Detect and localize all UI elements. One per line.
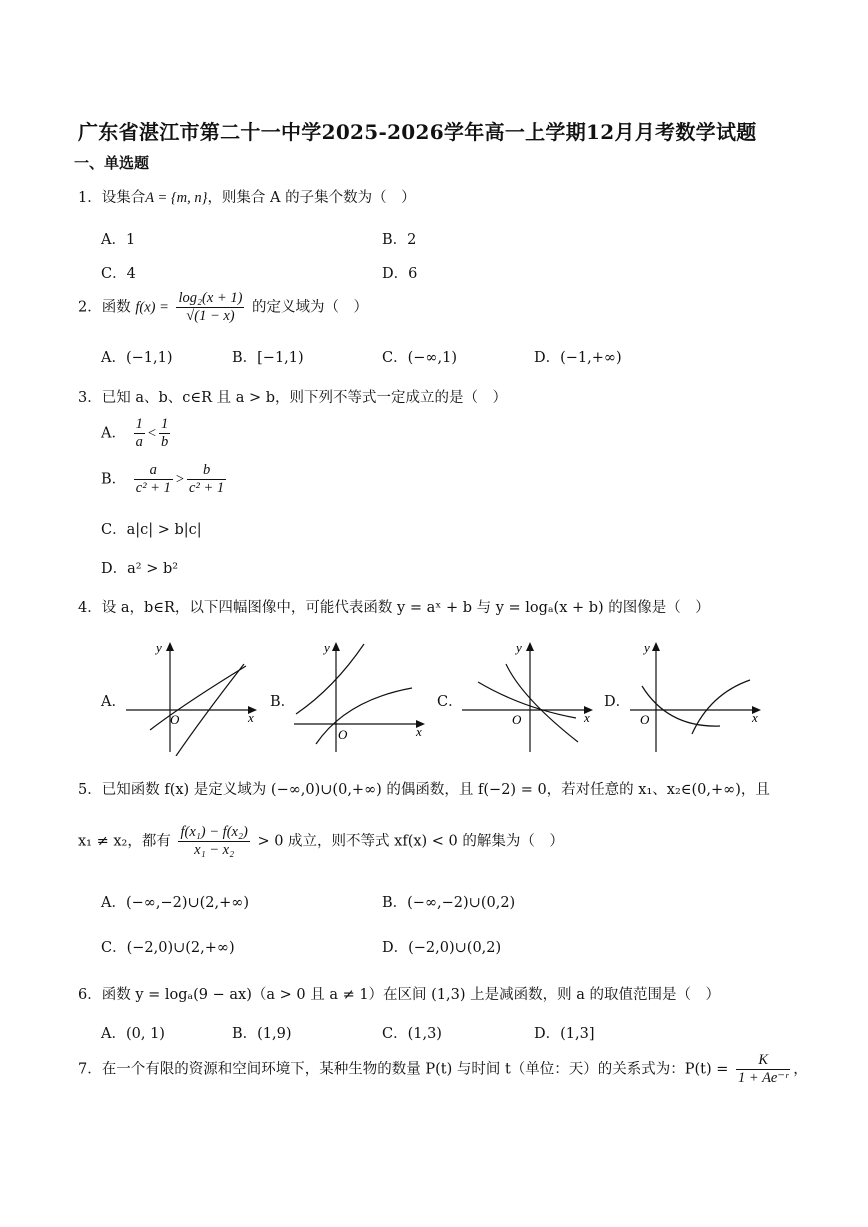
question-1-stem [78, 186, 416, 207]
q5-denominator: x₁ − x₂ [194, 842, 235, 858]
y-label: y [324, 640, 330, 655]
curve-exp [150, 666, 246, 730]
y-arrow-icon [652, 642, 660, 651]
section-heading: 一、单选题 [74, 154, 150, 172]
q2-option-d: D．(−1,+∞) [534, 350, 622, 366]
curve-exp [642, 686, 720, 726]
q1-prefix: 1．设集合 [78, 190, 146, 206]
question-5-line-2 [78, 824, 564, 859]
x-label: x [416, 724, 422, 739]
q6-option-b: B．(1,9) [232, 1026, 292, 1042]
curve-log [316, 688, 412, 744]
y-label: y [156, 640, 162, 655]
q3-b-den1: c² + 1 [135, 480, 171, 496]
q3-a-frac-left [134, 416, 145, 451]
question-2-stem [78, 290, 368, 325]
q1-set: A = {m, n} [145, 190, 208, 206]
q4-graph-c [460, 638, 596, 756]
question-4-stem: 4．设 a，b∈R，以下四幅图像中，可能代表函数 y = aˣ + b 与 y = logₐ(x + b) 的图像是（ ） [78, 600, 710, 616]
y-arrow-icon [166, 642, 174, 651]
question-5-line-1: 5．已知函数 f(x) 是定义域为 (−∞,0)∪(0,+∞) 的偶函数，且 f(−2) = 0，若对任意的 x₁、x₂∈(0,+∞)，且 [78, 782, 770, 798]
y-label: y [516, 640, 522, 655]
q5-option-a: A．(−∞,−2)∪(2,+∞) [101, 895, 250, 911]
q3-b-den2: c² + 1 [189, 480, 225, 496]
curve-exp [478, 682, 576, 718]
q3-option-d: D．a² > b² [101, 561, 179, 577]
origin-label: O [640, 712, 650, 727]
q3-b-label: B． [101, 471, 127, 488]
q1-suffix: ，则集合 A 的子集个数为（ ） [207, 190, 416, 206]
q3-a-num2: 1 [161, 416, 169, 432]
q2-option-b: B．[−1,1) [232, 350, 304, 366]
x-label: x [248, 710, 254, 725]
q2-option-a: A．(−1,1) [101, 350, 173, 366]
q4-option-c-label: C． [437, 694, 463, 710]
q7-tail: ， [793, 1061, 808, 1078]
q3-b-op: > [175, 471, 185, 488]
q2-fraction [176, 290, 244, 325]
q2-suffix: 的定义域为（ ） [252, 299, 369, 316]
q3-b-num1: a [134, 462, 173, 480]
question-3-stem: 3．已知 a、b、c∈R 且 a > b，则下列不等式一定成立的是（ ） [78, 390, 508, 406]
q3-a-frac-right [159, 416, 170, 451]
q6-option-d: D．(1,3] [534, 1026, 595, 1042]
q3-a-num1: 1 [135, 416, 143, 432]
q5-option-b: B．(−∞,−2)∪(0,2) [382, 895, 516, 911]
question-6-stem: 6．函数 y = logₐ(9 − ax)（a > 0 且 a ≠ 1）在区间 (1,3) 上是减函数，则 a 的取值范围是（ ） [78, 987, 721, 1003]
origin-label: O [338, 727, 348, 742]
y-arrow-icon [332, 642, 340, 651]
curve-log [506, 664, 578, 742]
q4-option-a-label: A． [101, 694, 126, 710]
q2-numerator: log₂(x + 1) [178, 290, 243, 306]
q5-numerator: f(x₁) − f(x₂) [180, 824, 248, 840]
q3-option-c: C．a|c| > b|c| [101, 522, 202, 538]
q4-option-b-label: B． [270, 694, 296, 710]
q4-graph-b [292, 638, 428, 756]
q5-option-d: D．(−2,0)∪(0,2) [382, 940, 502, 956]
q5-line2-suffix: > 0 成立，则不等式 xf(x) < 0 的解集为（ ） [257, 833, 564, 850]
q1-option-a: A．1 [101, 232, 136, 248]
q4-graph-d [628, 638, 764, 756]
q3-b-frac-right [187, 462, 226, 497]
q1-option-c: C．4 [101, 266, 136, 282]
q2-option-c: C．(−∞,1) [382, 350, 457, 366]
q1-option-d: D．6 [382, 266, 418, 282]
page-title: 广东省湛江市第二十一中学2025-2026学年高一上学期12月月考数学试题 [78, 120, 757, 144]
question-7-stem [78, 1052, 808, 1087]
q3-a-op: < [147, 425, 157, 442]
q2-denominator: √(1 − x) [186, 308, 235, 324]
q7-fraction [736, 1052, 790, 1087]
q3-a-den1: a [135, 434, 143, 450]
q6-option-c: C．(1,3) [382, 1026, 442, 1042]
q1-option-b: B．2 [382, 232, 417, 248]
q6-option-a: A．(0, 1) [101, 1026, 165, 1042]
q5-option-c: C．(−2,0)∪(2,+∞) [101, 940, 235, 956]
y-arrow-icon [526, 642, 534, 651]
q2-lhs: f(x) = [135, 299, 169, 316]
curve-exp [296, 644, 364, 714]
q7-denominator: 1 + Ae⁻ʳ [738, 1070, 789, 1086]
q3-a-label: A． [101, 425, 126, 442]
y-label: y [644, 640, 650, 655]
q2-prefix: 2．函数 [78, 299, 131, 316]
q3-a-den2: b [161, 434, 169, 450]
origin-label: O [512, 712, 522, 727]
q5-fraction [178, 824, 249, 859]
q7-numerator: K [736, 1052, 790, 1070]
q5-line2-prefix: x₁ ≠ x₂，都有 [78, 833, 171, 850]
q3-option-b [101, 462, 229, 497]
q7-text: 7．在一个有限的资源和空间环境下，某种生物的数量 P(t) 与时间 t（单位：天）的关系式为：P(t) = [78, 1061, 729, 1078]
curve-log [692, 680, 750, 734]
q4-graph-a [124, 638, 260, 756]
q3-option-a [101, 416, 173, 451]
origin-label: O [170, 712, 180, 727]
q4-option-d-label: D． [604, 694, 631, 710]
q3-b-frac-left [134, 462, 173, 497]
x-label: x [584, 710, 590, 725]
x-label: x [752, 710, 758, 725]
q3-b-num2: b [187, 462, 226, 480]
